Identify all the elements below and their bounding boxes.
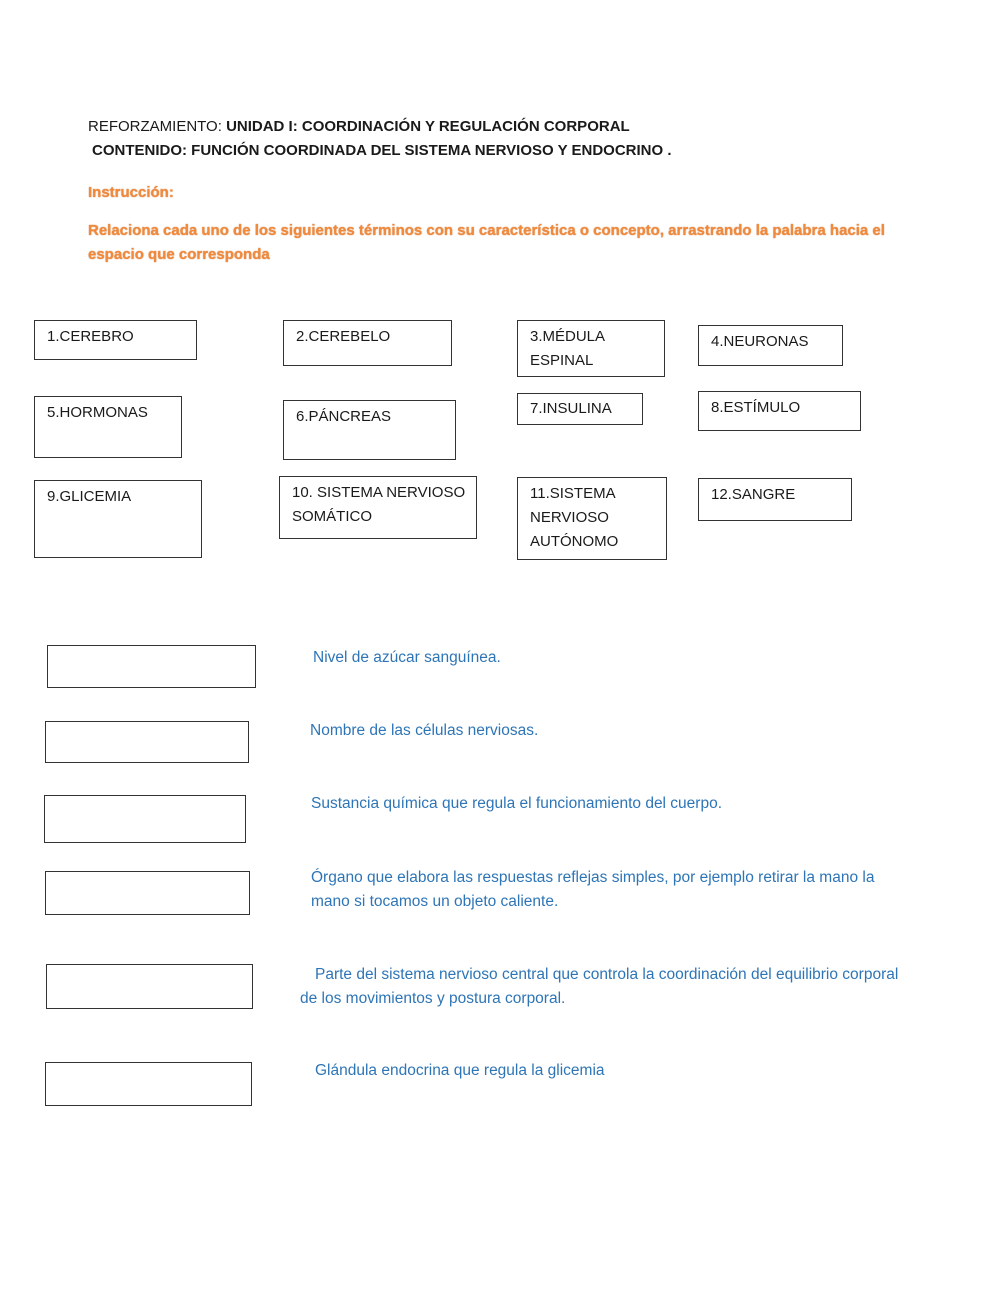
instruction-title: Instrucción:: [88, 184, 174, 201]
header-line-1: [88, 118, 630, 135]
drop-zone-4[interactable]: [45, 871, 250, 915]
instruction-body: Relaciona cada uno de los siguientes términos con su característica o concepto, arrastrando la palabra hacia el espacio que corresponda: [88, 222, 885, 263]
term-estimulo[interactable]: 8.ESTÍMULO: [698, 391, 861, 431]
drop-zone-2[interactable]: [45, 721, 249, 763]
content-title: CONTENIDO: FUNCIÓN COORDINADA DEL SISTEMA NERVIOSO Y ENDOCRINO .: [92, 142, 672, 159]
term-hormonas[interactable]: 5.HORMONAS: [34, 396, 182, 458]
term-medula-espinal[interactable]: 3.MÉDULA ESPINAL: [517, 320, 665, 377]
term-insulina[interactable]: 7.INSULINA: [517, 393, 643, 425]
definition-2: Nombre de las células nerviosas.: [310, 722, 539, 739]
term-sistema-nervioso-autonomo[interactable]: 11.SISTEMA NERVIOSO AUTÓNOMO: [517, 477, 667, 560]
term-pancreas[interactable]: 6.PÁNCREAS: [283, 400, 456, 460]
definition-5: Parte del sistema nervioso central que controla la coordinación del equilibrio corporal de los movimientos y postura corporal.: [300, 966, 899, 1007]
drop-zone-5[interactable]: [46, 964, 253, 1009]
term-sistema-nervioso-somatico[interactable]: 10. SISTEMA NERVIOSO SOMÁTICO: [279, 476, 477, 539]
header-prefix: REFORZAMIENTO:: [88, 118, 227, 135]
term-neuronas[interactable]: 4.NEURONAS: [698, 325, 843, 366]
drop-zone-6[interactable]: [45, 1062, 252, 1106]
term-cerebelo[interactable]: 2.CEREBELO: [283, 320, 452, 366]
term-cerebro[interactable]: 1.CEREBRO: [34, 320, 197, 360]
definition-6: Glándula endocrina que regula la glicemia: [315, 1062, 605, 1079]
unit-title: UNIDAD I: COORDINACIÓN Y REGULACIÓN CORPORAL: [226, 118, 630, 135]
definition-1: Nivel de azúcar sanguínea.: [313, 649, 501, 666]
definition-4: Órgano que elabora las respuestas reflejas simples, por ejemplo retirar la mano la mano si tocamos un objeto caliente.: [311, 869, 875, 910]
term-glicemia[interactable]: 9.GLICEMIA: [34, 480, 202, 558]
drop-zone-3[interactable]: [44, 795, 246, 843]
definition-3: Sustancia química que regula el funcionamiento del cuerpo.: [311, 795, 723, 812]
term-sangre[interactable]: 12.SANGRE: [698, 478, 852, 521]
drop-zone-1[interactable]: [47, 645, 256, 688]
